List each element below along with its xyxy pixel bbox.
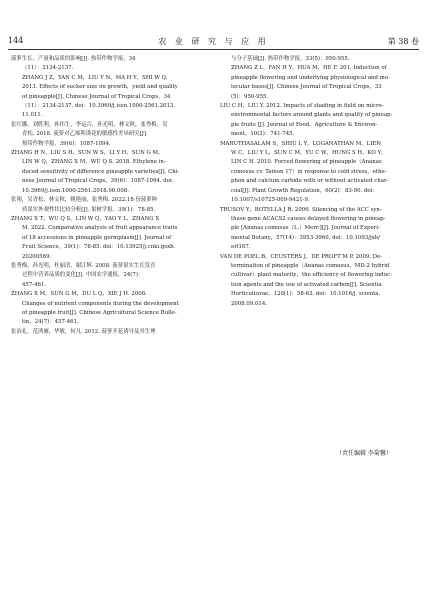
- editor-credit: （责任编辑 李菊馨）: [336, 450, 392, 457]
- reference-line: Changes of nutrient components during the development: [22, 300, 179, 307]
- references-right-column: [220, 55, 420, 309]
- reference-line: (5)：950-955.: [231, 93, 269, 100]
- reference-line: tin，24(7)：457-461.: [22, 319, 79, 326]
- reference-line: M. 2022. Comparative analysis of fruit appearance traits: [22, 225, 178, 232]
- reference-line: comosus cv. Tainon 17）in response to cold stress，ethe-: [231, 168, 387, 175]
- reference-line: of 18 accessions in pineapple germplasm[J]. Journal of: [22, 234, 172, 241]
- reference-line: lecular bases[J]. Chinese Journal of Tropical Crops，33: [231, 84, 382, 91]
- reference-line: tion agents and the use of activated carbon[J]. Scientia: [231, 281, 382, 288]
- reference-line: 2013. Effects of sucker size on growth，yield and quality: [22, 84, 178, 91]
- reference-line: ZHANG Z L，FAN H Y，HUA M，HE F. 201. Induction of: [231, 65, 387, 72]
- reference-line: termination of pineapple（Ananas comosus，MD-2 hybrid: [231, 262, 390, 269]
- reference-line: Horticulturae，120(1)：58-63. doi：10.1016/j. scienta.: [231, 291, 381, 298]
- reference-line: 10.1007/s10725-009-9421-9.: [231, 197, 310, 204]
- reference-line: VAN DE POEL B，CEUSTERS J，DE PROFT M P. 2009. De-: [220, 253, 383, 260]
- reference-line: mental Botany，57(14)：3953-3960. doi：10.1093/jxb/: [231, 234, 380, 241]
- reference-line: LIU C H，LIU Y. 2012. Impacts of shading in field on micro-: [220, 103, 384, 110]
- reference-line: cultivar）plant maturity，the efficiency of flowering induc-: [231, 272, 392, 279]
- reference-line: ment，10(2)：741-745.: [231, 131, 295, 138]
- references-left-column: [11, 55, 211, 337]
- reference-line: 质果实外观性状比较分析[J]. 果树学报，39(1)：78-85.: [22, 206, 156, 213]
- volume-label: 第 38 卷: [387, 37, 419, 46]
- reference-line: Fruit Science，39(1)：78-85. doi：10.13925/j.cnki.gsxb.: [22, 244, 176, 251]
- reference-line: 张秀梅，孙光明，杜丽清，谢江辉. 2008. 菠萝果实生长发育: [11, 262, 156, 269]
- reference-line: 菠萝生长、产量和品质的影响[J]. 热带作物学报，34: [11, 56, 136, 62]
- reference-line: pineapple flowering and underlying physiological and mo-: [231, 74, 390, 81]
- reference-line: （11）：2134-2137.: [22, 65, 74, 72]
- reference-line: coal[J]. Plant Growth Regulation，60(2)：83-90. doi：: [231, 187, 378, 194]
- reference-line: nese Journal of Tropical Crops，39(6)：1087-1094. doi：: [22, 178, 178, 185]
- reference-line: TRUSOV Y，BOTELLA J R. 2006. Silencing of the ACC syn-: [220, 206, 382, 213]
- reference-line: phon and calcium carbide with or without activated char-: [231, 178, 389, 185]
- reference-line: erl167.: [231, 244, 251, 251]
- reference-line: 与分子基础[J]. 热带作物学报，33(5)：950-955.: [231, 56, 350, 62]
- reference-line: 11.011.: [22, 112, 43, 119]
- reference-line: LIN C H. 2010. Forced flowering of pineapple（Ananas: [231, 159, 382, 166]
- reference-line: of pineapple[J]. Chinese Journal of Tropical Crops，34: [22, 93, 171, 100]
- reference-line: ZHANG X M，SUN G M，DU L Q，XIE J H. 2008.: [11, 291, 147, 298]
- reference-line: LIN W Q，ZHANG X M，WU Q S. 2018. Ethylene in-: [22, 159, 166, 166]
- page-number: 144: [8, 36, 24, 45]
- reference-line: 张红娜，刘胜利，孙伟生，李运合，孙光明，林文秋，张秀梅，吴: [11, 121, 168, 128]
- reference-line: （11）：2134-2137. doi：10.3969/j.issn.1000-2561.2013.: [22, 103, 176, 110]
- reference-line: 热带作物学报，39(6)：1087-1094.: [22, 140, 111, 147]
- reference-line: ZHANG X T，WU Q S，LIN W Q，YAO Y L，ZHANG X: [11, 215, 160, 222]
- reference-line: duced sensitivity of difference pineapple varieties[J]. Chi-: [22, 168, 180, 175]
- reference-line: 2008.09.014.: [231, 300, 268, 307]
- reference-line: ZHANG H N，LIU S H，SUN W S，LI Y H，SUN G M，: [11, 150, 164, 157]
- reference-line: W C，LIU Y L，SUN C M，YU C W，HUNG S H，KO Y，: [231, 150, 387, 157]
- reference-line: 张翔，吴青松，林文秋，姚艳丽，张秀梅. 2022.18 份菠萝种: [11, 197, 158, 204]
- header-rule: [8, 49, 419, 50]
- reference-line: ZHANG J Z，YAN C M，LIU Y N，MA H Y，SHI W Q.: [22, 74, 168, 81]
- reference-line: 张治礼，范鸿雁，华敏，何凡. 2012. 菠萝开花诱导及其生理: [11, 328, 156, 335]
- reference-line: 过程中营养品质的变化[J]. 中国农学通报，24(7)：: [22, 272, 144, 279]
- reference-line: 青松. 2018. 菠萝对乙烯利诱花的敏感性差异研究[J].: [22, 131, 148, 138]
- journal-title: 农 业 研 究 与 应 用: [158, 37, 269, 46]
- reference-line: 20200569.: [22, 253, 52, 260]
- reference-line: MARUTHASALAM S，SHIU L Y，LOGANATHAN M，LIEN: [220, 140, 382, 147]
- reference-line: environmental factors around plants and quality of pineap-: [231, 112, 393, 119]
- running-header: [8, 36, 419, 50]
- reference-line: 457-461.: [22, 281, 47, 288]
- reference-line: of pineapple fruit[J]. Chinese Agricultural Science Bulle-: [22, 309, 177, 316]
- reference-line: thase gene ACACS2 causes delayed flowering in pineap-: [231, 215, 386, 222]
- reference-line: ple fruits [J]. Journal of Food，Agriculture & Environ-: [231, 121, 378, 128]
- reference-line: 10.3969/j.issn.1000-2561.2018.06.008.: [22, 187, 129, 194]
- reference-line: ple [Ananas comosus（L.）Merr.][J]. Journal of Experi-: [231, 225, 380, 232]
